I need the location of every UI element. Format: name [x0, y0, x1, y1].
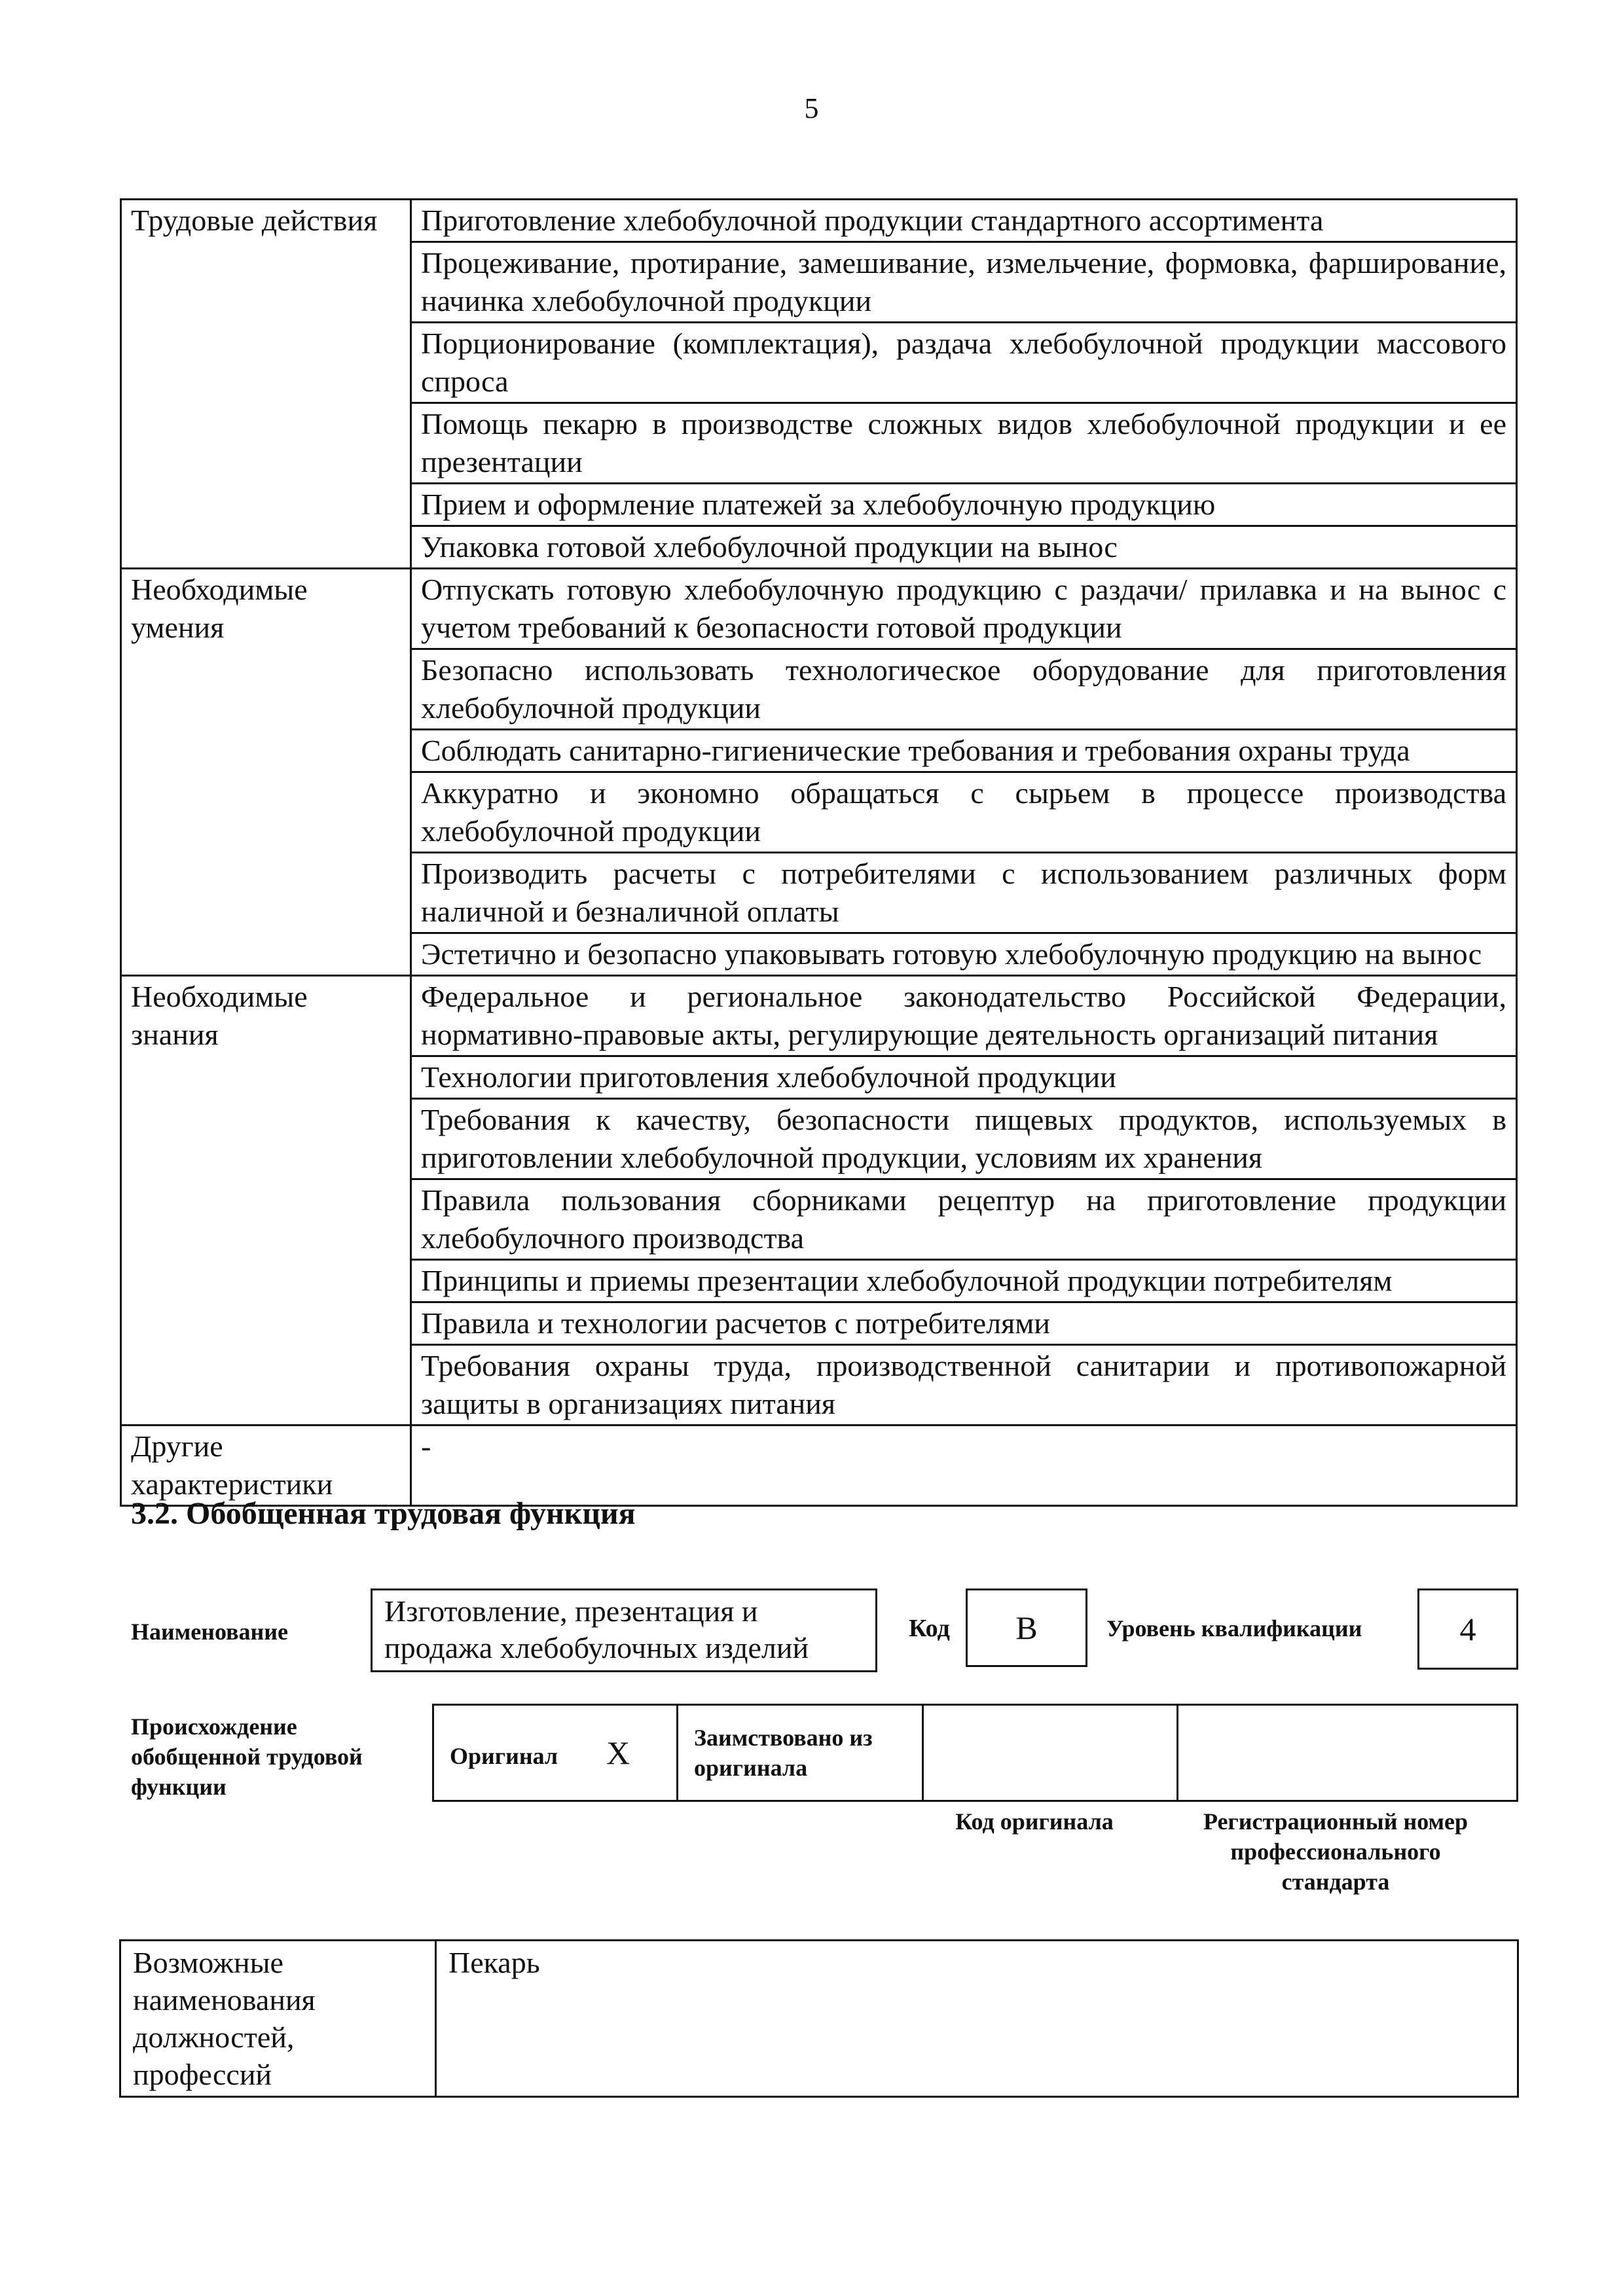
name-value-box: [371, 1588, 877, 1672]
section-title: 3.2. Обобщенная трудовая функция: [131, 1496, 636, 1531]
row-group-label: Трудовые действия: [121, 200, 411, 569]
reg-number-caption: Регистрационный номер профессионального стандарта: [1203, 1808, 1468, 1895]
original-cell: [433, 1705, 678, 1801]
level-value: 4: [1459, 1611, 1476, 1647]
code-value: B: [1015, 1609, 1038, 1646]
row-item: Принципы и приемы презентации хлебобулочной продукции потребителям: [411, 1260, 1517, 1302]
row-group-label: Другие характеристики: [121, 1426, 411, 1506]
positions-table: [119, 1939, 1519, 2098]
row-item: -: [411, 1426, 1517, 1506]
positions-value-cell: [436, 1941, 1518, 2097]
level-label: Уровень квалификации: [1106, 1615, 1362, 1641]
origin-label: Происхождение обобщенной трудовой функции: [131, 1713, 363, 1800]
positions-label: Возможные наименования должностей, профессий: [133, 1946, 316, 2091]
row-item: Аккуратно и экономно обращаться с сырьем в процессе производства хлебобулочной продукции: [411, 772, 1517, 853]
table-row: [121, 976, 1517, 1056]
row-item: Требования к качеству, безопасности пищевых продуктов, используемых в приготовлении хлебобулочной продукции, условиям их хранения: [411, 1099, 1517, 1179]
row-item: Технологии приготовления хлебобулочной продукции: [411, 1056, 1517, 1099]
original-mark: X: [606, 1734, 630, 1771]
original-code-cell: [923, 1705, 1178, 1801]
table-row: [121, 569, 1517, 649]
row-item: Требования охраны труда, производственной санитарии и противопожарной защиты в организациях питания: [411, 1345, 1517, 1426]
borrowed-label: Заимствовано из оригинала: [694, 1725, 873, 1781]
positions-label-cell: [120, 1941, 436, 2097]
name-value: Изготовление, презентация и продажа хлебобулочных изделий: [384, 1594, 809, 1664]
row-item: Эстетично и безопасно упаковывать готовую хлебобулочную продукцию на вынос: [411, 933, 1517, 976]
row-item: Правила пользования сборниками рецептур на приготовление продукции хлебобулочного производства: [411, 1179, 1517, 1260]
row-item: Упаковка готовой хлебобулочной продукции на вынос: [411, 526, 1517, 569]
code-value-box: [966, 1588, 1087, 1667]
row-item: Безопасно использовать технологическое оборудование для приготовления хлебобулочной продукции: [411, 649, 1517, 730]
row-item: Приготовление хлебобулочной продукции стандартного ассортимента: [411, 200, 1517, 242]
row-item: Процеживание, протирание, замешивание, измельчение, формовка, фарширование, начинка хлебобулочной продукции: [411, 242, 1517, 323]
page-number: 5: [804, 92, 819, 124]
code-label: Код: [909, 1615, 950, 1642]
row-group-label: Необходимые знания: [121, 976, 411, 1426]
row-item: Федеральное и региональное законодательство Российской Федерации, нормативно-правовые акты, регулирующие деятельность организаций питания: [411, 976, 1517, 1056]
row-item: Правила и технологии расчетов с потребителями: [411, 1302, 1517, 1345]
borrowed-cell: [678, 1705, 923, 1801]
table-row: [121, 1426, 1517, 1506]
row-item: Прием и оформление платежей за хлебобулочную продукцию: [411, 484, 1517, 526]
labor-function-table: [120, 198, 1518, 1507]
table-row: [121, 200, 1517, 242]
row-group-label: Необходимые умения: [121, 569, 411, 976]
row-item: Порционирование (комплектация), раздача хлебобулочной продукции массового спроса: [411, 323, 1517, 403]
origin-table: [432, 1704, 1518, 1802]
reg-number-cell: [1178, 1705, 1518, 1801]
original-label: Оригинал: [450, 1743, 558, 1769]
name-label: Наименование: [131, 1619, 288, 1645]
row-item: Производить расчеты с потребителями с использованием различных форм наличной и безналичной оплаты: [411, 853, 1517, 933]
original-code-caption: Код оригинала: [955, 1808, 1114, 1835]
positions-value: Пекарь: [448, 1946, 540, 1979]
level-value-box: [1417, 1588, 1518, 1670]
row-item: Помощь пекарю в производстве сложных видов хлебобулочной продукции и ее презентации: [411, 403, 1517, 484]
row-item: Соблюдать санитарно-гигиенические требования и требования охраны труда: [411, 730, 1517, 772]
row-item: Отпускать готовую хлебобулочную продукцию с раздачи/ прилавка и на вынос с учетом требований к безопасности готовой продукции: [411, 569, 1517, 649]
